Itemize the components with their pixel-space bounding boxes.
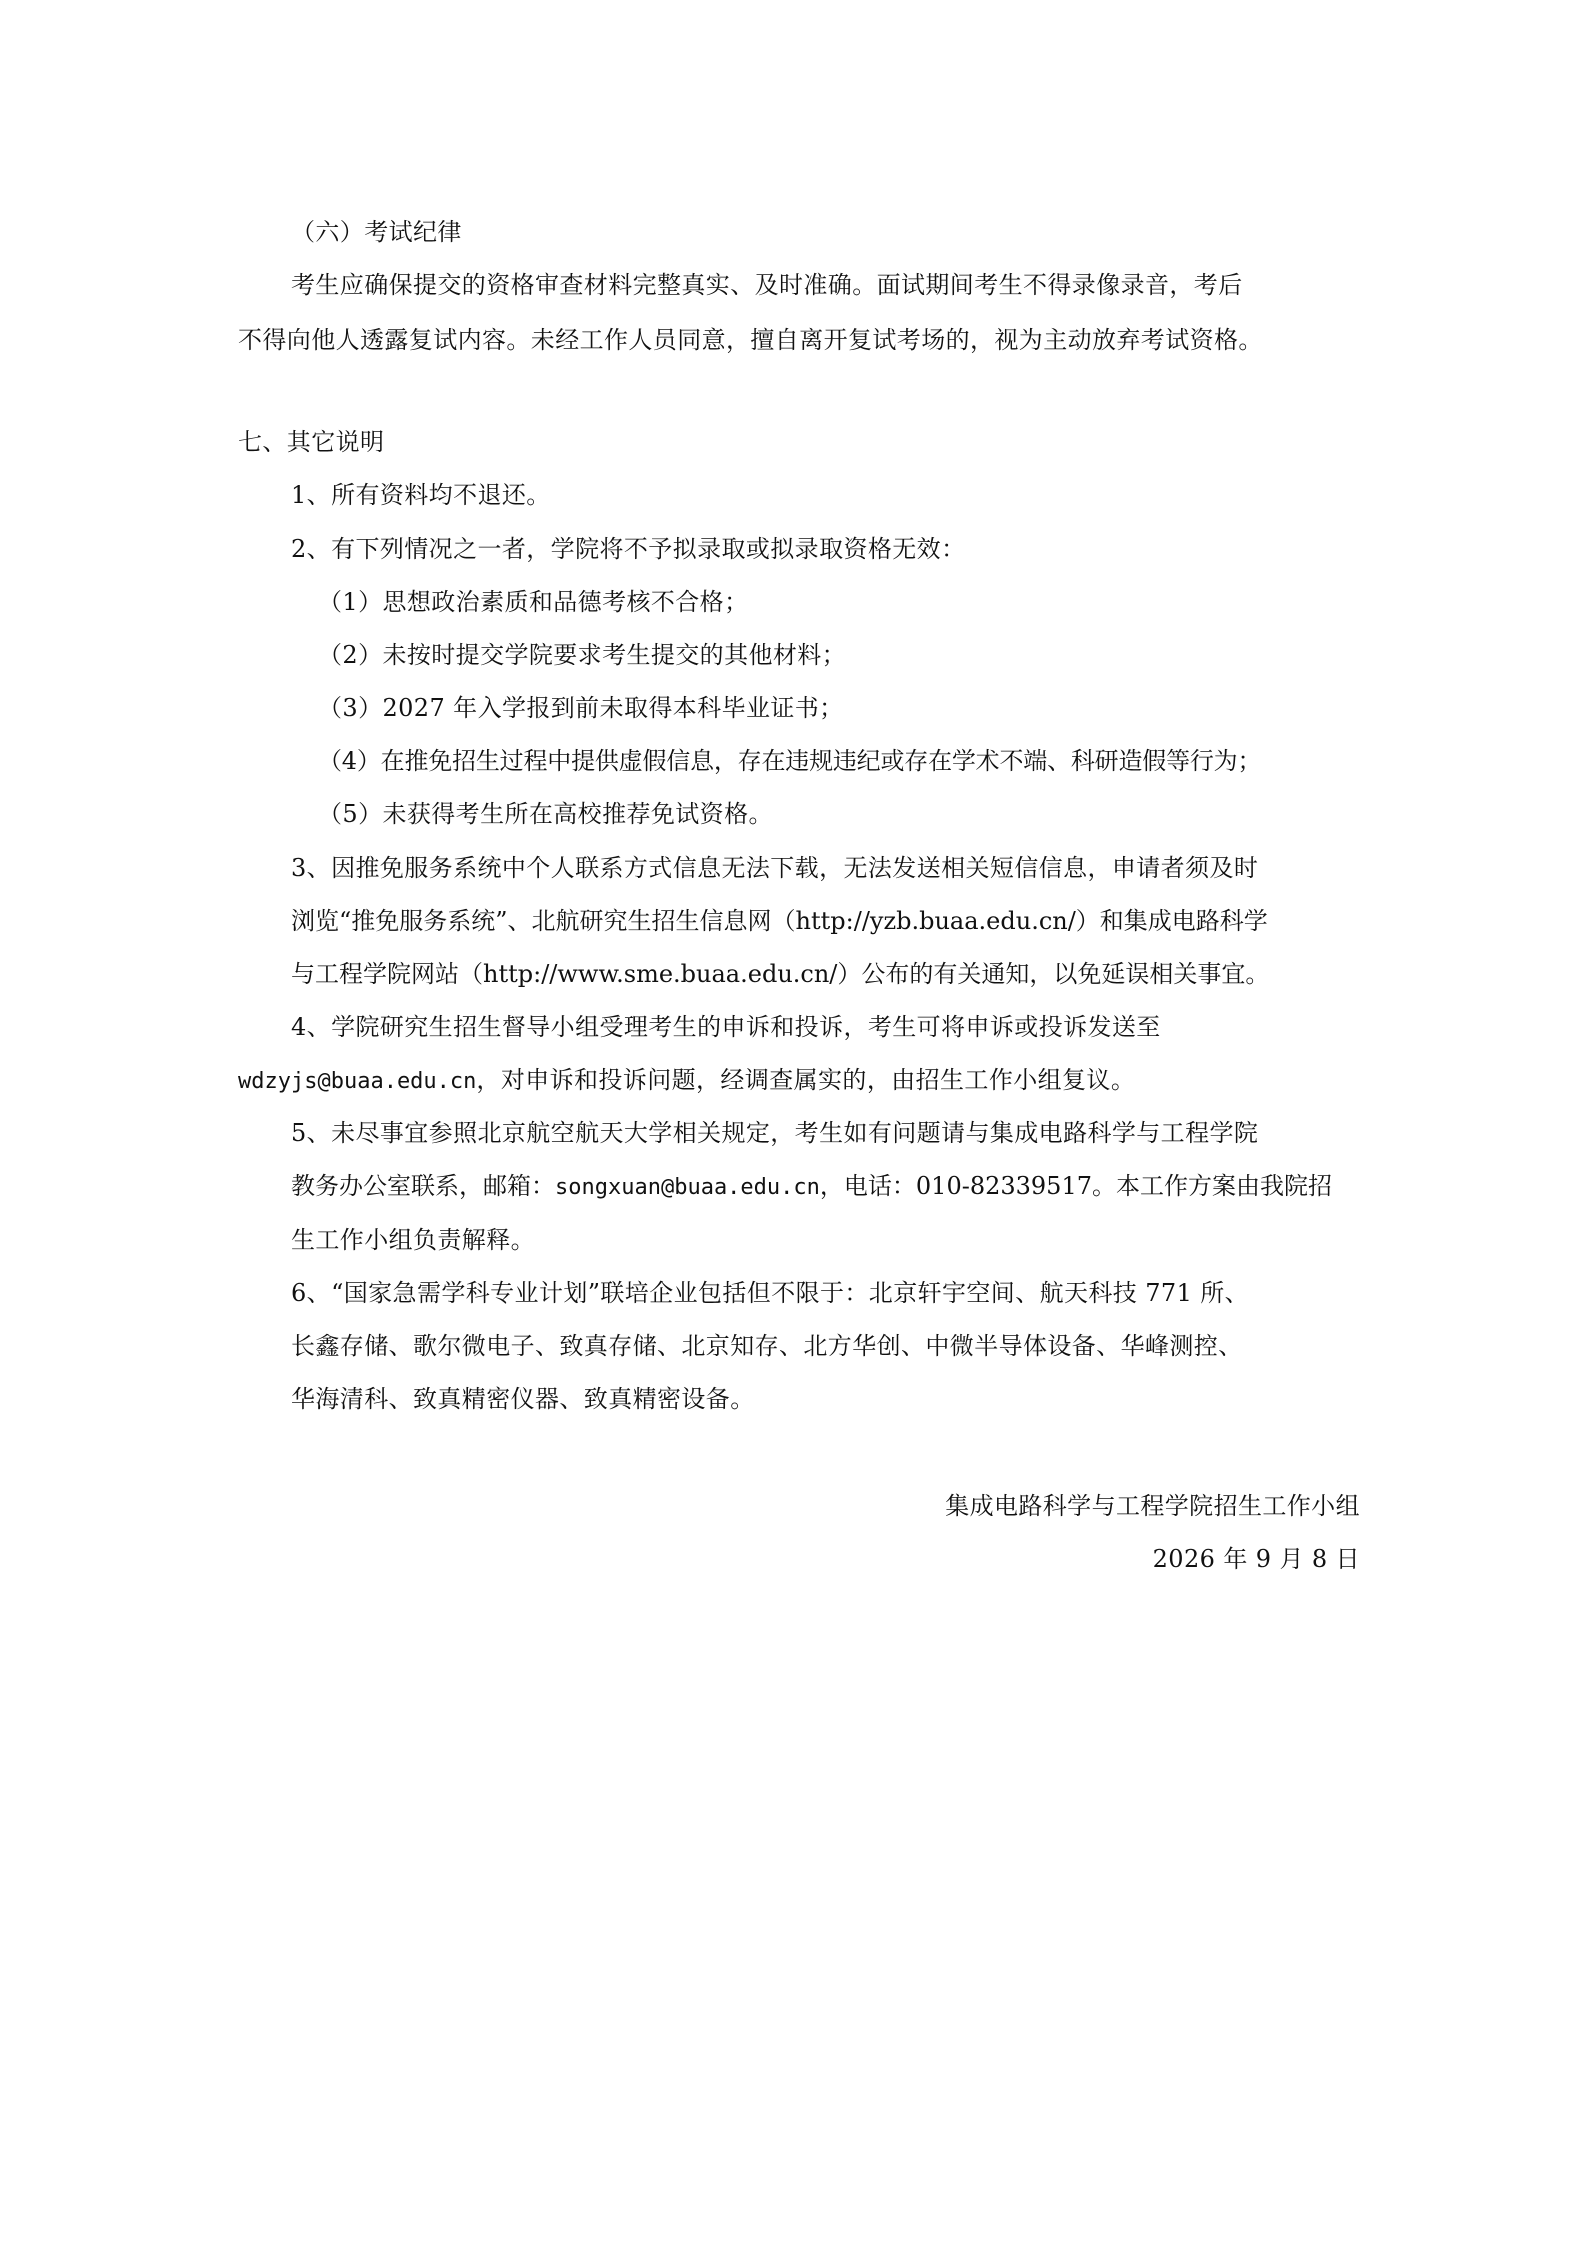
item-5-line-2-suffix: ，电话：010-82339517。本工作方案由我院招: [819, 1172, 1332, 1200]
item-4-line-2: [238, 1064, 1135, 1098]
item-4-line-1: 4、学院研究生招生督导小组受理考生的申诉和投诉，考生可将申诉或投诉发送至: [291, 1013, 1161, 1041]
item-5-line-2: [291, 1170, 1332, 1204]
item-2-sub-4: （4）在推免招生过程中提供虚假信息，存在违规违纪或存在学术不端、科研造假等行为；: [318, 747, 1262, 775]
section7-heading: 七、其它说明: [238, 428, 385, 456]
item-3-line-3: 与工程学院网站（http://www.sme.buaa.edu.cn/）公布的有关通知，以免延误相关事宜。: [291, 960, 1270, 988]
contact-email: songxuan@buaa.edu.cn: [555, 1175, 820, 1200]
item-3-line-2: 浏览“推免服务系统”、北航研究生招生信息网（http://yzb.buaa.edu.cn/）和集成电路科学: [291, 907, 1268, 935]
item-5-line-1: 5、未尽事宜参照北京航空航天大学相关规定，考生如有问题请与集成电路科学与工程学院: [291, 1119, 1259, 1147]
section6-paragraph-line-2: 不得向他人透露复试内容。未经工作人员同意，擅自离开复试考场的，视为主动放弃考试资格。: [238, 326, 1263, 354]
item-5-line-3: 生工作小组负责解释。: [291, 1226, 535, 1254]
signature-organization: 集成电路科学与工程学院招生工作小组: [945, 1492, 1360, 1520]
complaint-email: wdzyjs@buaa.edu.cn: [238, 1069, 477, 1094]
item-2-sub-2: （2）未按时提交学院要求考生提交的其他材料；: [318, 641, 847, 669]
item-1: 1、所有资料均不退还。: [291, 481, 551, 509]
item-2-sub-1: （1）思想政治素质和品德考核不合格；: [318, 588, 749, 616]
item-3-line-1: 3、因推免服务系统中个人联系方式信息无法下载，无法发送相关短信信息，申请者须及时: [291, 854, 1259, 882]
item-6-line-1: 6、“国家急需学科专业计划”联培企业包括但不限于：北京轩宇空间、航天科技 771 所、: [291, 1279, 1250, 1307]
item-6-line-3: 华海清科、致真精密仪器、致真精密设备。: [291, 1385, 755, 1413]
item-2-sub-5: （5）未获得考生所在高校推荐免试资格。: [318, 800, 773, 828]
item-2: 2、有下列情况之一者，学院将不予拟录取或拟录取资格无效：: [291, 535, 966, 563]
item-5-line-2-prefix: 教务办公室联系，邮箱：: [291, 1172, 555, 1200]
section6-heading: （六）考试纪律: [291, 218, 462, 246]
item-2-sub-3: （3）2027 年入学报到前未取得本科毕业证书；: [318, 694, 844, 722]
item-6-line-2: 长鑫存储、歌尔微电子、致真存储、北京知存、北方华创、中微半导体设备、华峰测控、: [291, 1332, 1243, 1360]
signature-date: 2026 年 9 月 8 日: [1152, 1545, 1360, 1573]
item-4-line-2-text: ，对申诉和投诉问题，经调查属实的，由招生工作小组复议。: [476, 1066, 1136, 1094]
section6-paragraph-line-1: 考生应确保提交的资格审查材料完整真实、及时准确。面试期间考生不得录像录音，考后: [291, 271, 1243, 299]
